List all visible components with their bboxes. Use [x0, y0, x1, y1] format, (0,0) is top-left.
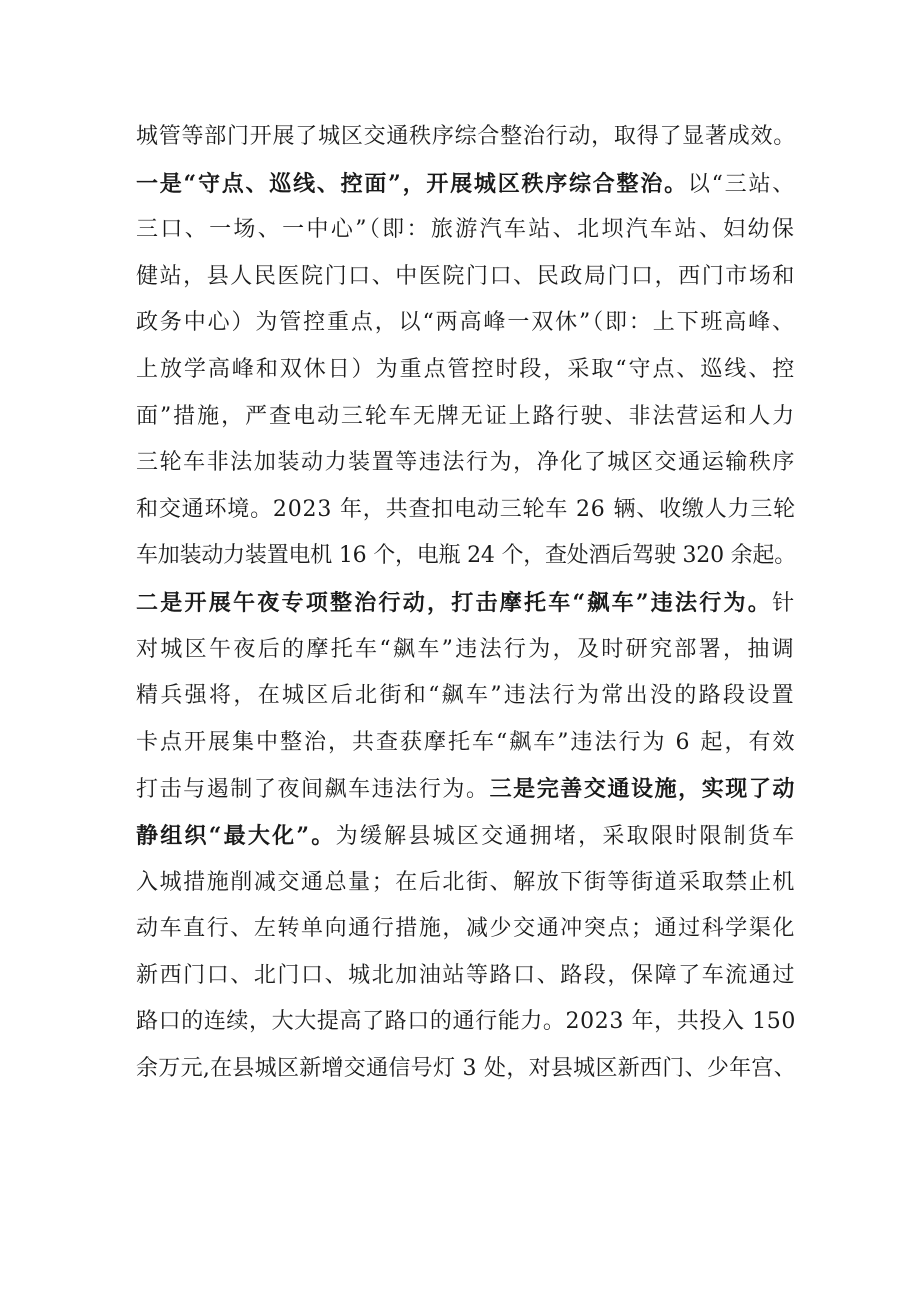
text-line [136, 580, 796, 627]
text-line [136, 720, 796, 767]
paragraph-text: 动车直行、左转单向通行措施，减少交通冲突点；通过科学渠化 [136, 916, 797, 942]
text-line [136, 813, 796, 860]
text-line [136, 161, 796, 208]
paragraph-text: 城管等部门开展了城区交通秩序综合整治行动，取得了显著成效。 [136, 124, 797, 149]
text-line [136, 766, 796, 813]
paragraph-text: 路口的连续，大大提高了路口的通行能力。2023 年，共投入 150 [136, 1009, 796, 1035]
paragraph-text: 入城措施削减交通总量；在后北街、解放下街等街道采取禁止机 [136, 869, 797, 895]
paragraph-text: 三轮车非法加装动力装置等违法行为，净化了城区交通运输秩序 [136, 450, 797, 476]
text-line [136, 953, 796, 1000]
bold-heading-text: 三是完善交通设施，实现了动 [489, 776, 797, 803]
paragraph-text: 卡点开展集中整治，共查获摩托车“飙车”违法行为 6 起，有效 [136, 729, 797, 755]
bold-heading-text: 二是开展午夜专项整治行动，打击摩托车“飙车”违法行为。 [136, 589, 773, 616]
text-line [136, 860, 796, 907]
paragraph-text: 余万元,在县城区新增交通信号灯 3 处，对县城区新西门、少年宫、 [136, 1055, 796, 1081]
paragraph-text: 和交通环境。2023 年，共查扣电动三轮车 26 辆、收缴人力三轮 [136, 496, 796, 522]
paragraph-text: 针 [772, 590, 797, 616]
bold-heading-text: 一是“守点、巡线、控面”，开展城区秩序综合整治。 [136, 170, 688, 197]
paragraph-text: 打击与遏制了夜间飙车违法行为。 [136, 777, 490, 803]
text-line [136, 207, 796, 254]
text-line [136, 300, 796, 347]
text-line [136, 906, 796, 953]
paragraph-text: 新西门口、北门口、城北加油站等路口、路段，保障了车流通过 [136, 962, 797, 988]
paragraph-text: 面”措施，严查电动三轮车无牌无证上路行驶、非法营运和人力 [136, 403, 797, 429]
text-line [136, 487, 796, 534]
text-line [136, 440, 796, 487]
text-line [136, 533, 796, 580]
text-line [136, 254, 796, 301]
paragraph-text: 精兵强将，在城区后北街和“飙车”违法行为常出没的路段设置 [136, 683, 796, 709]
text-line [136, 114, 796, 161]
paragraph-text: 健站，县人民医院门口、中医院门口、民政局门口，西门市场和 [136, 263, 797, 289]
paragraph-text: 三口、一场、一中心”（即：旅游汽车站、北坝汽车站、妇幼保 [136, 217, 797, 243]
text-line [136, 394, 796, 441]
text-line [136, 347, 796, 394]
paragraph-text: 车加装动力装置电机 16 个，电瓶 24 个，查处酒后驾驶 320 余起。 [136, 543, 796, 569]
text-line [136, 627, 796, 674]
paragraph-text: 上放学高峰和双休日）为重点管控时段，采取“守点、巡线、控 [136, 356, 797, 382]
paragraph-text: 对城区午夜后的摩托车“飙车”违法行为，及时研究部署，抽调 [136, 636, 796, 662]
text-line [136, 999, 796, 1046]
body-text [136, 114, 796, 1092]
text-line [136, 1046, 796, 1093]
paragraph-text: 政务中心）为管控重点，以“两高峰一双休”（即：上下班高峰、 [136, 310, 796, 336]
paragraph-text: 为缓解县城区交通拥堵，采取限时限制货车 [335, 823, 797, 849]
paragraph-text: 以“三站、 [687, 171, 796, 197]
bold-heading-text: 静组织“最大化”。 [136, 822, 336, 849]
text-line [136, 673, 796, 720]
